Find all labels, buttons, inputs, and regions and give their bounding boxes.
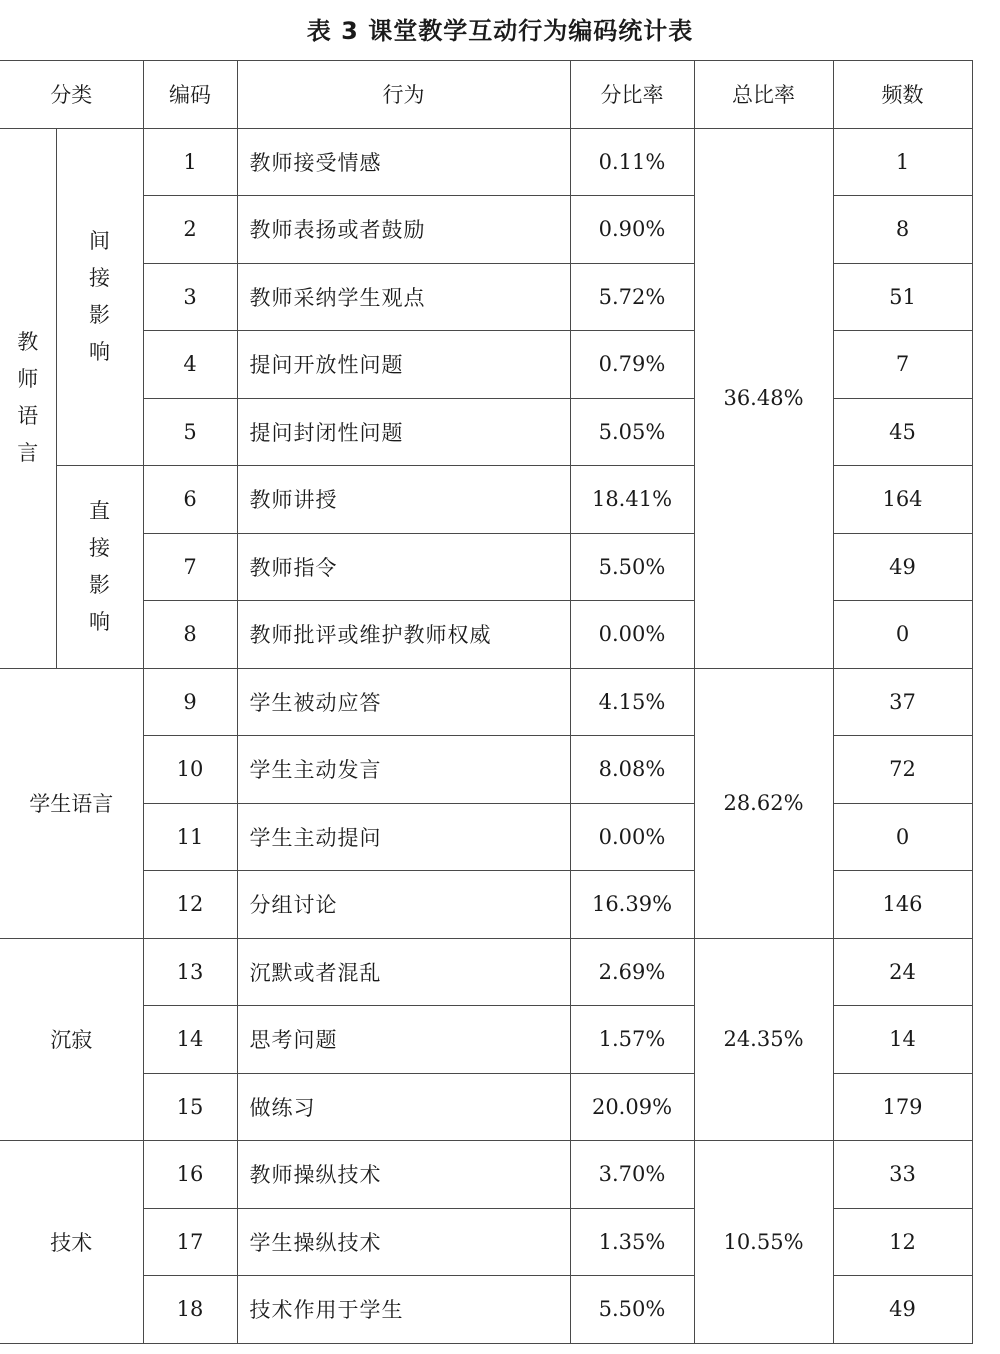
ratio-cell: 5.72% xyxy=(570,263,694,331)
behavior-cell: 教师讲授 xyxy=(237,466,570,534)
header-frequency: 频数 xyxy=(833,61,972,129)
behavior-cell: 提问开放性问题 xyxy=(237,331,570,399)
ratio-cell: 8.08% xyxy=(570,736,694,804)
ratio-cell: 5.05% xyxy=(570,398,694,466)
freq-cell: 33 xyxy=(833,1141,972,1209)
total-ratio-teacher: 36.48% xyxy=(694,128,833,668)
behavior-cell: 教师指令 xyxy=(237,533,570,601)
header-sub-ratio: 分比率 xyxy=(570,61,694,129)
freq-cell: 7 xyxy=(833,331,972,399)
code-cell: 14 xyxy=(143,1006,237,1074)
freq-cell: 49 xyxy=(833,1276,972,1344)
group-teacher-language xyxy=(0,128,56,668)
freq-cell: 12 xyxy=(833,1208,972,1276)
code-cell: 15 xyxy=(143,1073,237,1141)
code-cell: 17 xyxy=(143,1208,237,1276)
behavior-cell: 沉默或者混乱 xyxy=(237,938,570,1006)
code-cell: 3 xyxy=(143,263,237,331)
behavior-cell: 学生主动发言 xyxy=(237,736,570,804)
code-cell: 4 xyxy=(143,331,237,399)
stats-table xyxy=(0,60,973,1344)
ratio-cell: 20.09% xyxy=(570,1073,694,1141)
ratio-cell: 0.11% xyxy=(570,128,694,196)
freq-cell: 37 xyxy=(833,668,972,736)
freq-cell: 45 xyxy=(833,398,972,466)
table-row xyxy=(0,128,972,196)
freq-cell: 1 xyxy=(833,128,972,196)
ratio-cell: 4.15% xyxy=(570,668,694,736)
freq-cell: 24 xyxy=(833,938,972,1006)
code-cell: 11 xyxy=(143,803,237,871)
ratio-cell: 2.69% xyxy=(570,938,694,1006)
group-technology: 技术 xyxy=(0,1141,143,1344)
total-ratio-silence: 24.35% xyxy=(694,938,833,1141)
ratio-cell: 5.50% xyxy=(570,533,694,601)
ratio-cell: 0.90% xyxy=(570,196,694,264)
behavior-cell: 教师批评或维护教师权威 xyxy=(237,601,570,669)
freq-cell: 49 xyxy=(833,533,972,601)
code-cell: 18 xyxy=(143,1276,237,1344)
behavior-cell: 技术作用于学生 xyxy=(237,1276,570,1344)
behavior-cell: 学生主动提问 xyxy=(237,803,570,871)
behavior-cell: 学生被动应答 xyxy=(237,668,570,736)
freq-cell: 8 xyxy=(833,196,972,264)
freq-cell: 51 xyxy=(833,263,972,331)
freq-cell: 179 xyxy=(833,1073,972,1141)
total-ratio-technology: 10.55% xyxy=(694,1141,833,1344)
subgroup-indirect xyxy=(56,128,143,466)
subgroup-direct xyxy=(56,466,143,669)
code-cell: 6 xyxy=(143,466,237,534)
header-code: 编码 xyxy=(143,61,237,129)
subgroup-direct-label: 直接影响 xyxy=(89,498,110,634)
freq-cell: 164 xyxy=(833,466,972,534)
header-row xyxy=(0,61,972,129)
ratio-cell: 16.39% xyxy=(570,871,694,939)
ratio-cell: 0.79% xyxy=(570,331,694,399)
freq-cell: 72 xyxy=(833,736,972,804)
table-title: 表 3 课堂教学互动行为编码统计表 xyxy=(306,17,694,45)
subgroup-indirect-label: 间接影响 xyxy=(89,228,110,364)
freq-cell: 0 xyxy=(833,803,972,871)
table-row xyxy=(0,668,972,736)
behavior-cell: 教师操纵技术 xyxy=(237,1141,570,1209)
behavior-cell: 教师接受情感 xyxy=(237,128,570,196)
freq-cell: 146 xyxy=(833,871,972,939)
group-silence: 沉寂 xyxy=(0,938,143,1141)
ratio-cell: 1.35% xyxy=(570,1208,694,1276)
behavior-cell: 提问封闭性问题 xyxy=(237,398,570,466)
code-cell: 13 xyxy=(143,938,237,1006)
ratio-cell: 5.50% xyxy=(570,1276,694,1344)
code-cell: 9 xyxy=(143,668,237,736)
header-behavior: 行为 xyxy=(237,61,570,129)
code-cell: 8 xyxy=(143,601,237,669)
ratio-cell: 1.57% xyxy=(570,1006,694,1074)
code-cell: 10 xyxy=(143,736,237,804)
code-cell: 12 xyxy=(143,871,237,939)
freq-cell: 0 xyxy=(833,601,972,669)
behavior-cell: 做练习 xyxy=(237,1073,570,1141)
header-total-ratio: 总比率 xyxy=(694,61,833,129)
header-category: 分类 xyxy=(0,61,143,129)
group-student-language: 学生语言 xyxy=(0,668,143,938)
code-cell: 5 xyxy=(143,398,237,466)
behavior-cell: 学生操纵技术 xyxy=(237,1208,570,1276)
ratio-cell: 0.00% xyxy=(570,601,694,669)
total-ratio-student: 28.62% xyxy=(694,668,833,938)
behavior-cell: 教师表扬或者鼓励 xyxy=(237,196,570,264)
freq-cell: 14 xyxy=(833,1006,972,1074)
group-teacher-language-label: 教师语言 xyxy=(17,330,39,465)
code-cell: 16 xyxy=(143,1141,237,1209)
ratio-cell: 18.41% xyxy=(570,466,694,534)
code-cell: 1 xyxy=(143,128,237,196)
ratio-cell: 0.00% xyxy=(570,803,694,871)
behavior-cell: 教师采纳学生观点 xyxy=(237,263,570,331)
ratio-cell: 3.70% xyxy=(570,1141,694,1209)
behavior-cell: 思考问题 xyxy=(237,1006,570,1074)
code-cell: 2 xyxy=(143,196,237,264)
table-row xyxy=(0,938,972,1006)
table-row xyxy=(0,1141,972,1209)
code-cell: 7 xyxy=(143,533,237,601)
behavior-cell: 分组讨论 xyxy=(237,871,570,939)
